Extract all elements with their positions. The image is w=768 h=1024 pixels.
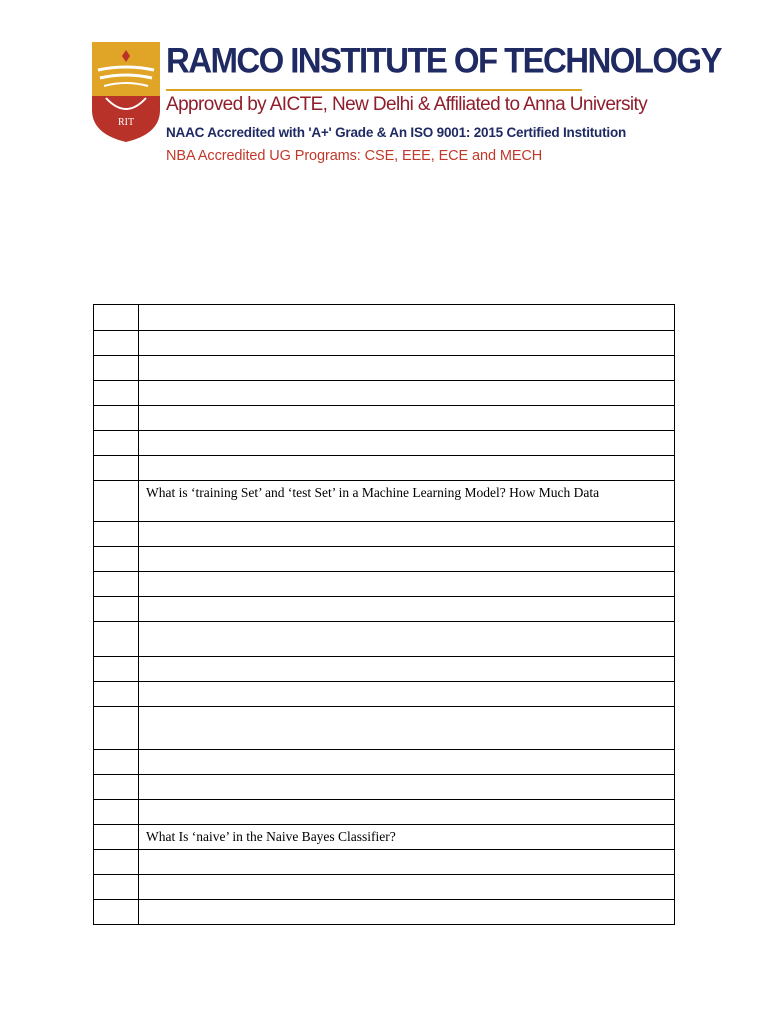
question-text <box>139 356 675 381</box>
table-row <box>94 622 675 657</box>
table-row <box>94 431 675 456</box>
table-row <box>94 900 675 925</box>
question-number <box>94 682 139 707</box>
table-row <box>94 775 675 800</box>
question-number <box>94 356 139 381</box>
header-divider <box>166 89 582 91</box>
table-row <box>94 406 675 431</box>
approval-text: Approved by AICTE, New Delhi & Affiliated to Anna University <box>166 94 648 115</box>
table-row <box>94 356 675 381</box>
question-text: What is ‘training Set’ and ‘test Set’ in a Machine Learning Model? How Much Data <box>139 481 675 522</box>
question-number <box>94 622 139 657</box>
table-row <box>94 572 675 597</box>
question-number <box>94 572 139 597</box>
question-text <box>139 597 675 622</box>
question-table <box>93 304 675 925</box>
institution-logo <box>92 42 160 142</box>
question-number <box>94 431 139 456</box>
logo-text: RIT <box>117 117 135 128</box>
question-text <box>139 800 675 825</box>
question-text <box>139 381 675 406</box>
question-number <box>94 456 139 481</box>
question-number <box>94 481 139 522</box>
question-number <box>94 305 139 331</box>
accreditation-text: NAAC Accredited with 'A+' Grade & An ISO 9001: 2015 Certified Institution <box>166 125 627 140</box>
question-number <box>94 547 139 572</box>
question-text <box>139 875 675 900</box>
question-number <box>94 775 139 800</box>
question-text <box>139 406 675 431</box>
question-number <box>94 331 139 356</box>
table-row <box>94 456 675 481</box>
question-text <box>139 522 675 547</box>
question-text <box>139 622 675 657</box>
question-number <box>94 381 139 406</box>
question-number <box>94 825 139 850</box>
question-text <box>139 431 675 456</box>
table-row <box>94 800 675 825</box>
question-number <box>94 850 139 875</box>
nba-text: NBA Accredited UG Programs: CSE, EEE, ECE and MECH <box>166 148 543 164</box>
question-text <box>139 750 675 775</box>
question-text <box>139 657 675 682</box>
table-row <box>94 597 675 622</box>
table-row <box>94 522 675 547</box>
table-row <box>94 875 675 900</box>
question-number <box>94 800 139 825</box>
institution-header <box>92 40 721 170</box>
question-text <box>139 305 675 331</box>
table-row <box>94 850 675 875</box>
table-row <box>94 707 675 750</box>
question-number <box>94 406 139 431</box>
question-number <box>94 707 139 750</box>
question-text <box>139 572 675 597</box>
table-row <box>94 547 675 572</box>
question-text <box>139 331 675 356</box>
table-row <box>94 750 675 775</box>
question-text <box>139 850 675 875</box>
question-number <box>94 657 139 682</box>
question-text <box>139 775 675 800</box>
question-text <box>139 900 675 925</box>
question-number <box>94 900 139 925</box>
question-text <box>139 547 675 572</box>
question-number <box>94 875 139 900</box>
question-text <box>139 707 675 750</box>
question-number <box>94 597 139 622</box>
question-text <box>139 456 675 481</box>
question-number <box>94 522 139 547</box>
question-text <box>139 682 675 707</box>
table-row <box>94 305 675 331</box>
table-row <box>94 331 675 356</box>
question-number <box>94 750 139 775</box>
question-text: What Is ‘naive’ in the Naive Bayes Classifier? <box>139 825 675 850</box>
table-row <box>94 481 675 522</box>
institution-name: RAMCO INSTITUTE OF TECHNOLOGY <box>166 40 721 80</box>
table-row <box>94 657 675 682</box>
table-row <box>94 381 675 406</box>
table-row <box>94 682 675 707</box>
table-row <box>94 825 675 850</box>
